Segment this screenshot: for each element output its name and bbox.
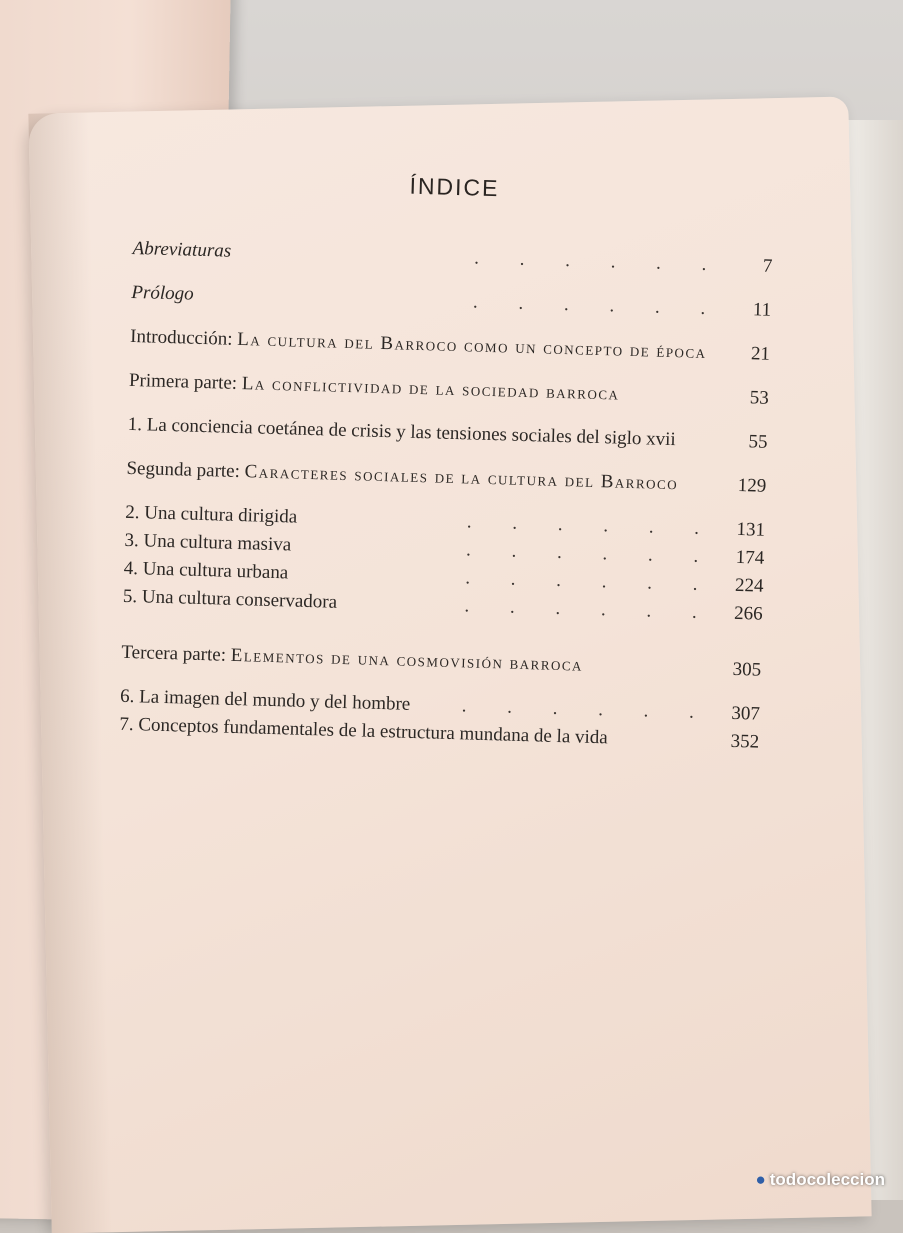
toc-entry-prefix: Introducción:	[129, 325, 238, 350]
toc-page-number: 174	[735, 546, 765, 569]
toc-page-number: 131	[736, 518, 766, 541]
toc-entry-title: Conceptos fundamentales de la estructura mundana de la vida	[138, 714, 609, 749]
watermark-logo-icon: ●	[755, 1170, 766, 1189]
toc-entry-title: La conciencia coetánea de crisis y las tensiones sociales del siglo xvii	[146, 414, 677, 451]
toc-entry-text	[129, 368, 721, 411]
watermark	[755, 1170, 885, 1190]
toc-page-number: 307	[731, 702, 761, 725]
toc-page-number: 11	[752, 299, 772, 321]
toc-entry-title: Caracteres sociales de la cultura del Barroco	[244, 461, 679, 495]
table-of-contents	[118, 165, 774, 774]
toc-entry-prefix: 5.	[122, 585, 143, 608]
toc-entry-prefix: 2.	[125, 501, 145, 524]
leader-dots: . . . . . .	[465, 539, 717, 568]
toc-entry-prefix: 6.	[119, 685, 140, 708]
leader-dots: . . . . . .	[461, 695, 713, 724]
toc-page-number: 7	[762, 255, 773, 277]
leader-dots: . . . . . .	[465, 567, 716, 596]
toc-entry-prefix: Segunda parte:	[126, 457, 245, 483]
toc-page-number: 305	[732, 658, 762, 681]
leader-dots: . . . . . .	[472, 291, 724, 320]
toc-entry-prefix: 4.	[123, 557, 144, 580]
toc-entry-title: La cultura del Barroco como un concepto de época	[236, 328, 707, 364]
toc-page-number: 53	[749, 387, 770, 409]
leader-dots: . . . . . .	[473, 247, 725, 276]
toc-entry-segunda-parte	[126, 456, 766, 500]
toc-entry-title: Una cultura masiva	[143, 530, 292, 556]
toc-entry-text	[126, 456, 718, 499]
toc-entry-prefix: 1.	[127, 413, 148, 436]
toc-page-number: 21	[750, 343, 771, 365]
toc-entry-prologo	[131, 280, 771, 324]
toc-entry-primera-parte	[129, 368, 769, 412]
toc-entry-title: Elementos de una cosmovisión barroca	[230, 644, 584, 676]
toc-entry-abreviaturas	[132, 236, 772, 280]
page-title: ÍNDICE	[409, 172, 500, 202]
toc-entry-text	[127, 412, 719, 455]
toc-entry-title: La conflictividad de la sociedad barroca	[241, 373, 620, 405]
toc-entry-title: Una cultura conservadora	[141, 586, 338, 613]
toc-entry-chapter-1	[127, 412, 767, 456]
toc-entry-prefix: Primera parte:	[128, 369, 243, 395]
toc-page-number: 224	[734, 574, 764, 597]
toc-entry-text	[130, 324, 722, 367]
toc-entry-label: Abreviaturas	[132, 237, 232, 262]
leader-dots: . . . . . .	[466, 511, 718, 540]
leader-dots: . . . . . .	[464, 595, 716, 624]
toc-entry-title: Una cultura dirigida	[143, 502, 298, 528]
toc-entry-title: Una cultura urbana	[142, 558, 289, 584]
toc-page-number: 352	[730, 730, 760, 753]
toc-page-number: 266	[733, 602, 763, 625]
toc-entry-prefix: 7.	[119, 713, 139, 736]
toc-entry-label: Prólogo	[131, 281, 194, 305]
toc-page-number: 129	[737, 474, 767, 497]
toc-entry-title: La imagen del mundo y del hombre	[138, 686, 411, 715]
toc-entry-introduccion	[130, 324, 770, 368]
toc-entry-prefix: 3.	[124, 529, 144, 552]
toc-page-number: 55	[748, 431, 768, 453]
toc-entry-prefix: Tercera parte:	[121, 641, 232, 666]
watermark-text: todocoleccion	[769, 1170, 885, 1189]
